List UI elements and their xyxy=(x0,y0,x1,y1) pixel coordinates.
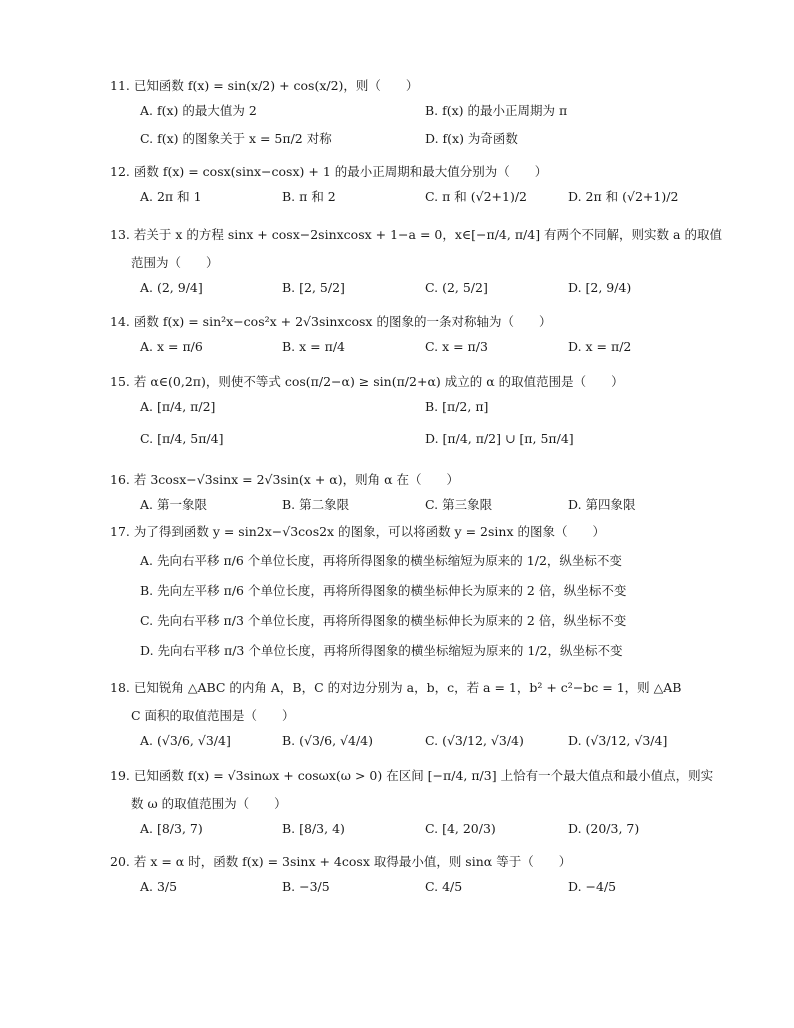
option-b: B. 第二象限 xyxy=(282,497,350,512)
option-b: B. x = π/4 xyxy=(282,339,345,354)
option-b: B. f(x) 的最小正周期为 π xyxy=(425,103,568,118)
option-b: B. π 和 2 xyxy=(282,189,336,204)
option-c: C. (√3/12, √3/4) xyxy=(425,733,524,748)
option-a: A. [π/4, π/2] xyxy=(140,399,216,414)
option-row xyxy=(110,876,710,904)
option-b: B. [8/3, 4) xyxy=(282,821,345,836)
question-11 xyxy=(110,76,710,152)
option-d: D. [π/4, π/2] ∪ [π, 5π/4] xyxy=(425,431,574,446)
option-d: D. −4/5 xyxy=(568,879,617,894)
option-b: B. −3/5 xyxy=(282,879,330,894)
option-d: D. (√3/12, √3/4] xyxy=(568,733,668,748)
question-19 xyxy=(110,766,714,846)
question-12 xyxy=(110,162,710,210)
question-stem: 15. 若 α∈(0,2π)，则使不等式 cos(π/2−α) ≥ sin(π/2+α) 成立的 α 的取值范围是（ ） xyxy=(110,374,624,389)
question-stem: 11. 已知函数 f(x) = sin(x/2) + cos(x/2)，则（ ） xyxy=(110,78,419,93)
option-row xyxy=(110,396,710,424)
question-stem: 16. 若 3cosx−√3sinx = 2√3sin(x + α)，则角 α 在（ ） xyxy=(110,472,459,487)
option-a: A. 3/5 xyxy=(140,879,178,894)
option-c: C. 4/5 xyxy=(425,879,463,894)
option-a: A. 先向右平移 π/6 个单位长度，再将所得图象的横坐标缩短为原来的 1/2，纵坐标不变 xyxy=(140,553,622,568)
option-c: C. 先向右平移 π/3 个单位长度，再将所得图象的横坐标伸长为原来的 2 倍，纵坐标不变 xyxy=(140,613,627,628)
option-c: C. [4, 20/3) xyxy=(425,821,496,836)
question-stem-continued: 数 ω 的取值范围为（ ） xyxy=(131,796,287,811)
question-14 xyxy=(110,312,710,364)
question-stem: 14. 函数 f(x) = sin²x−cos²x + 2√3sinxcosx 的图象的一条对称轴为（ ） xyxy=(110,314,552,329)
question-13 xyxy=(110,225,722,305)
option-c: C. (2, 5/2] xyxy=(425,280,488,295)
question-15 xyxy=(110,372,710,456)
option-d: D. 先向右平移 π/3 个单位长度，再将所得图象的横坐标缩短为原来的 1/2，纵坐标不变 xyxy=(140,643,623,658)
option-a: A. (√3/6, √3/4] xyxy=(140,733,231,748)
question-stem: 12. 函数 f(x) = cosx(sinx−cosx) + 1 的最小正周期和最大值分别为（ ） xyxy=(110,164,548,179)
option-d: D. 第四象限 xyxy=(568,497,636,512)
option-b: B. [π/2, π] xyxy=(425,399,489,414)
option-c: C. 第三象限 xyxy=(425,497,493,512)
question-stem: 19. 已知函数 f(x) = √3sinωx + cosωx(ω > 0) 在区间 [−π/4, π/3] 上恰有一个最大值点和最小值点，则实 xyxy=(110,768,714,783)
option-c: C. x = π/3 xyxy=(425,339,488,354)
option-row xyxy=(110,128,710,152)
option-d: D. f(x) 为奇函数 xyxy=(425,131,518,146)
question-20 xyxy=(110,852,710,904)
option-row xyxy=(110,100,710,124)
option-a: A. 2π 和 1 xyxy=(140,189,202,204)
question-stem-continued: C 面积的取值范围是（ ） xyxy=(131,708,295,723)
option-row xyxy=(110,277,710,305)
option-row xyxy=(110,730,710,758)
option-row xyxy=(110,186,710,210)
option-d: D. x = π/2 xyxy=(568,339,632,354)
question-17 xyxy=(110,522,710,662)
option-a: A. x = π/6 xyxy=(140,339,203,354)
option-d: D. (20/3, 7) xyxy=(568,821,640,836)
option-a: A. 第一象限 xyxy=(140,497,207,512)
option-row xyxy=(110,336,710,364)
option-c: C. π 和 (√2+1)/2 xyxy=(425,189,527,204)
option-row xyxy=(110,494,710,518)
question-stem: 20. 若 x = α 时，函数 f(x) = 3sinx + 4cosx 取得最小值，则 sinα 等于（ ） xyxy=(110,854,572,869)
option-row xyxy=(110,428,710,456)
option-c: C. [π/4, 5π/4] xyxy=(140,431,224,446)
option-a: A. (2, 9/4] xyxy=(140,280,203,295)
option-row xyxy=(110,818,710,846)
option-c: C. f(x) 的图象关于 x = 5π/2 对称 xyxy=(140,131,332,146)
question-16 xyxy=(110,470,710,518)
question-18 xyxy=(110,678,710,758)
option-b: B. [2, 5/2] xyxy=(282,280,345,295)
option-a: A. f(x) 的最大值为 2 xyxy=(140,103,257,118)
option-b: B. (√3/6, √4/4) xyxy=(282,733,373,748)
option-b: B. 先向左平移 π/6 个单位长度，再将所得图象的横坐标伸长为原来的 2 倍，纵坐标不变 xyxy=(140,583,627,598)
question-stem: 18. 已知锐角 △ABC 的内角 A，B，C 的对边分别为 a，b，c，若 a = 1，b² + c²−bc = 1，则 △AB xyxy=(110,680,682,695)
question-stem-continued: 范围为（ ） xyxy=(131,255,219,270)
option-d: D. 2π 和 (√2+1)/2 xyxy=(568,189,679,204)
question-stem: 13. 若关于 x 的方程 sinx + cosx−2sinxcosx + 1−a = 0，x∈[−π/4, π/4] 有两个不同解，则实数 a 的取值 xyxy=(110,227,722,242)
question-stem: 17. 为了得到函数 y = sin2x−√3cos2x 的图象，可以将函数 y = 2sinx 的图象（ ） xyxy=(110,524,605,539)
option-a: A. [8/3, 7) xyxy=(140,821,203,836)
option-d: D. [2, 9/4) xyxy=(568,280,632,295)
